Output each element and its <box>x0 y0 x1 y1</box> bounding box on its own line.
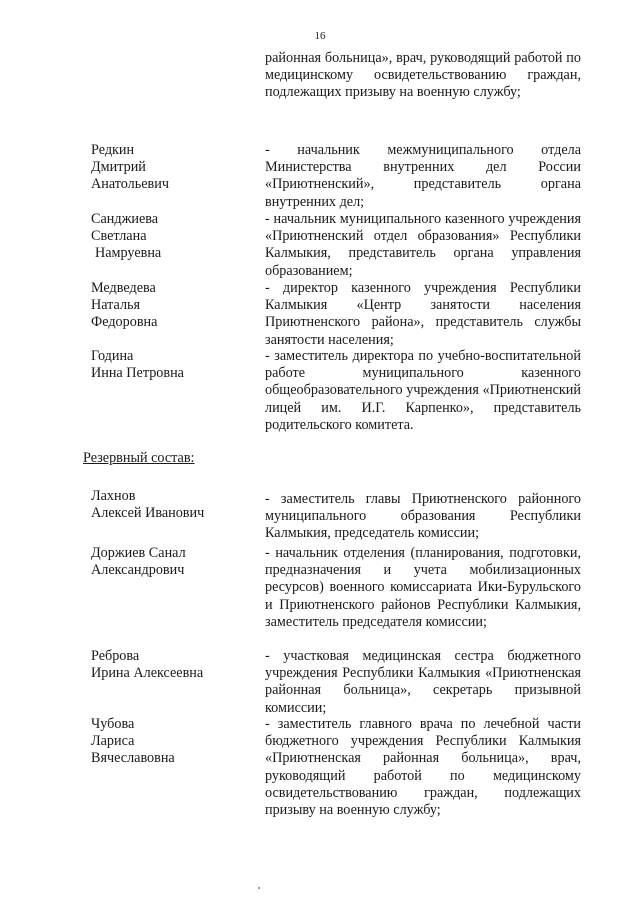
member-name <box>91 280 251 332</box>
continued-description: районная больница», врач, руководящий работой по медицинскому освидетельствованию граждан, подлежащих призыву на военную службу; <box>265 50 581 101</box>
name-line: Реброва <box>91 648 140 664</box>
name-line: Анатольевич <box>91 176 169 193</box>
scan-speck <box>258 887 260 889</box>
page-number: 16 <box>314 30 326 42</box>
member-name <box>91 648 251 682</box>
name-line: Година <box>91 348 134 364</box>
name-line: Алексей Иванович <box>91 505 205 522</box>
name-line: Наталья <box>91 297 141 314</box>
member-description: - участковая медицинская сестра бюджетного учреждения Республики Калмыкия «Приютненская районная больница», секретарь призывной комиссии; <box>265 648 581 716</box>
name-line: Лахнов <box>91 488 136 504</box>
name-line: Санджиева <box>91 211 159 227</box>
name-line: Ирина Алексеевна <box>91 665 204 682</box>
name-line: Дмитрий <box>91 159 146 176</box>
name-line: Лариса <box>91 733 135 750</box>
member-name <box>91 142 251 194</box>
name-line: Инна Петровна <box>91 365 184 382</box>
member-description: - начальник отделения (планирования, подготовки, предназначения и учета мобилизационных ресурсов) военного комиссариата Ики-Бурульского и Приютненского районов Республики Калмыкия, заместитель председателя комиссии; <box>265 545 581 630</box>
name-line: Александрович <box>91 562 185 579</box>
name-line: Намруевна <box>95 245 162 262</box>
reserve-heading: Резервный состав: <box>83 450 195 466</box>
name-line: Редкин <box>91 142 135 158</box>
member-description: - заместитель директора по учебно-воспитательной работе муниципального казенного общеобразовательного учреждения «Приютненский лицей им. И.Г. Карпенко», представитель родительского комитета. <box>265 348 581 433</box>
name-line: Вячеславовна <box>91 750 175 767</box>
member-name <box>91 348 251 382</box>
member-name <box>91 545 251 579</box>
name-line: Чубова <box>91 716 135 732</box>
member-description: - заместитель главы Приютненского районного муниципального образования Республики Калмыкия, председатель комиссии; <box>265 491 581 542</box>
name-line: Доржиев Санал <box>91 545 186 561</box>
member-name <box>91 488 251 522</box>
name-line: Медведева <box>91 280 156 296</box>
name-line: Федоровна <box>91 314 158 331</box>
member-description: - директор казенного учреждения Республики Калмыкия «Центр занятости населения Приютненского района», представитель службы занятости населения; <box>265 280 581 348</box>
member-description: - начальник межмуниципального отдела Министерства внутренних дел России «Приютненский», представитель органа внутренних дел; <box>265 142 581 210</box>
member-name <box>91 716 251 768</box>
member-name <box>91 211 251 263</box>
member-description: - начальник муниципального казенного учреждения «Приютненский отдел образования» Республики Калмыкия, представитель органа управления образованием; <box>265 211 581 279</box>
member-description: - заместитель главного врача по лечебной части бюджетного учреждения Республики Калмыкия «Приютненская районная больница», врач, руководящий работой по медицинскому освидетельствованию граждан, подлежащих призыву на военную службу; <box>265 716 581 819</box>
name-line: Светлана <box>91 228 147 245</box>
